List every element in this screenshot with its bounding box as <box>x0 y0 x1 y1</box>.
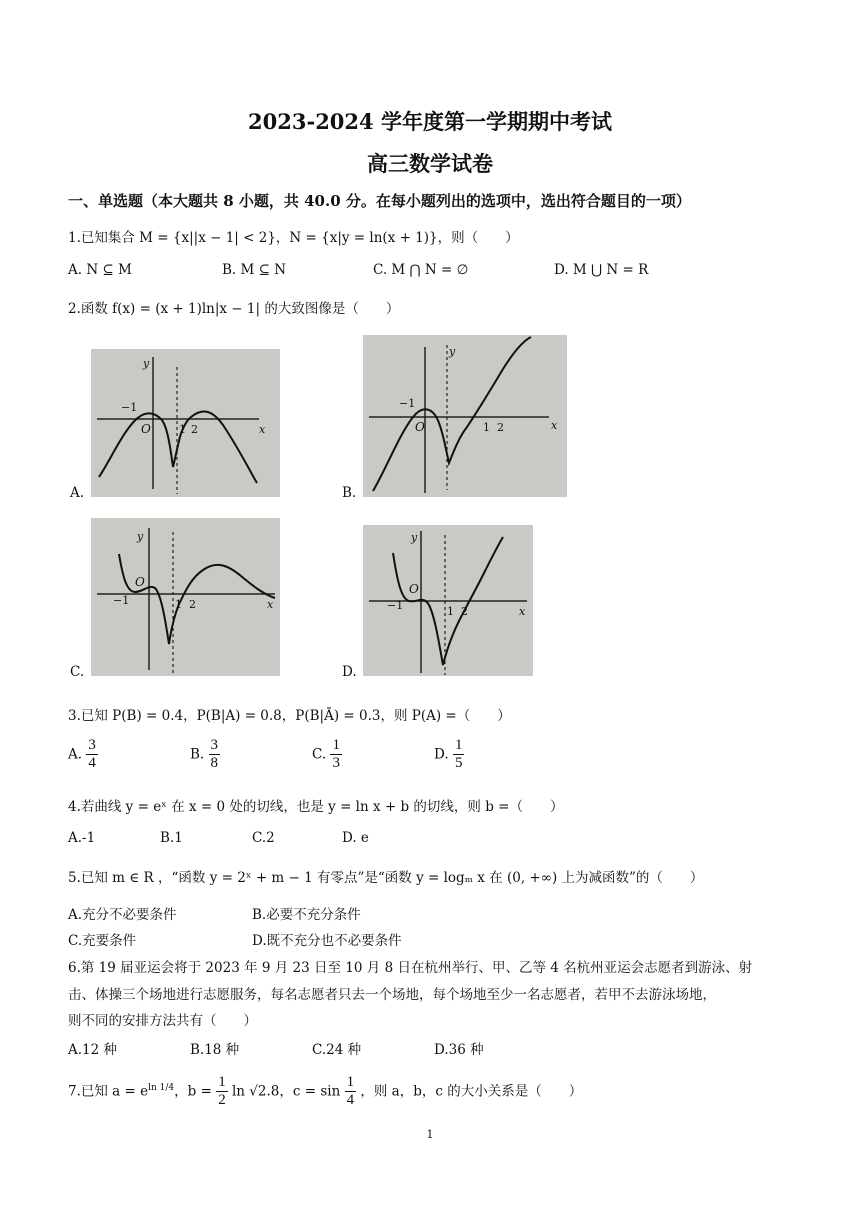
graph-c-y-label: y <box>137 530 144 543</box>
graph-a-y-label: y <box>143 357 150 370</box>
question-6-line-1: 6.第 19 届亚运会将于 2023 年 9 月 23 日至 10 月 8 日在杭州举行、甲、乙等 4 名杭州亚运会志愿者到游泳、射 <box>68 960 753 976</box>
q3-option-a <box>68 737 98 773</box>
q6-option-a: A.12 种 <box>68 1042 118 1058</box>
graph-a-two: 2 <box>191 423 198 436</box>
question-3: 3.已知 P(B) = 0.4，P(B|A) = 0.8，P(B|Ā) = 0.3，则 P(A) =（ ） <box>68 708 511 724</box>
q7-c-fraction <box>345 1074 357 1110</box>
q7-exponent: ln 1/4 <box>148 1082 175 1093</box>
q2-option-a: A. <box>70 485 85 501</box>
graph-d-origin: O <box>409 582 419 596</box>
q5-option-a: A.充分不必要条件 <box>68 907 177 923</box>
exam-title: 2023-2024 学年度第一学期期中考试 <box>248 109 612 134</box>
graph-d-neg1: −1 <box>387 599 404 612</box>
question-7 <box>68 1074 582 1110</box>
q2-option-c: C. <box>70 664 85 680</box>
q6-option-d: D.36 种 <box>434 1042 484 1058</box>
q3-option-b <box>190 737 220 773</box>
q3-a-den: 4 <box>88 755 96 772</box>
question-2: 2.函数 f(x) = (x + 1)ln|x − 1| 的大致图像是（ ） <box>68 301 400 317</box>
q4-option-c: C.2 <box>252 830 275 846</box>
graph-b-one: 1 <box>483 421 490 434</box>
graph-b-two: 2 <box>497 421 504 434</box>
graph-b-x-label: x <box>551 419 558 432</box>
q3-option-a-label: A. <box>68 746 83 763</box>
q1-option-d: D. M ⋃ N = R <box>554 262 649 278</box>
graph-option-c <box>91 518 280 676</box>
q7-c-den: 4 <box>346 1092 355 1109</box>
graph-b-y-label: y <box>449 345 456 358</box>
q6-option-b: B.18 种 <box>190 1042 240 1058</box>
q4-option-b: B.1 <box>160 830 183 846</box>
graph-option-b <box>363 335 567 497</box>
graph-a-one: 1 <box>179 423 186 436</box>
q4-option-a: A.-1 <box>68 830 96 846</box>
exam-subtitle: 高三数学试卷 <box>367 151 493 176</box>
q3-option-d-fraction <box>453 737 465 773</box>
q7-prefix: 7.已知 a = e <box>68 1083 149 1100</box>
q5-option-d: D.既不充分也不必要条件 <box>252 933 402 949</box>
page-number: 1 <box>426 1128 434 1141</box>
graph-d-one: 1 <box>447 605 454 618</box>
q3-option-b-fraction <box>209 737 221 773</box>
graph-c-neg1: −1 <box>113 594 130 607</box>
q7-b-num: 1 <box>216 1074 228 1092</box>
q3-d-den: 5 <box>454 755 463 772</box>
graph-option-d <box>363 525 533 676</box>
q3-b-den: 8 <box>210 755 219 772</box>
q1-option-a: A. N ⊆ M <box>68 262 132 278</box>
graph-a-origin: O <box>141 422 151 436</box>
graph-c-origin: O <box>135 575 145 589</box>
q3-option-d-label: D. <box>434 746 449 763</box>
q3-option-c-fraction <box>330 737 342 773</box>
q7-c-num: 1 <box>345 1074 357 1092</box>
q2-option-d: D. <box>342 664 357 680</box>
q3-option-c-label: C. <box>312 746 327 763</box>
q3-option-b-label: B. <box>190 746 205 763</box>
q5-option-c: C.充要条件 <box>68 933 137 949</box>
q3-c-num: 1 <box>330 737 342 755</box>
q7-b-fraction <box>216 1074 228 1110</box>
graph-option-a <box>91 349 280 497</box>
question-5: 5.已知 m ∈ R ，“函数 y = 2ˣ + m − 1 有零点”是“函数 y = logₘ x 在 (0, +∞) 上为减函数”的（ ） <box>68 870 704 886</box>
graph-c-x-label: x <box>267 598 274 611</box>
q3-option-a-fraction <box>86 737 98 773</box>
q1-option-b: B. M ⊆ N <box>222 262 287 278</box>
question-6-line-2: 击、体操三个场地进行志愿服务，每名志愿者只去一个场地，每个场地至少一名志愿者，若甲不去游泳场地， <box>68 987 716 1003</box>
q3-option-d <box>434 737 464 773</box>
q3-d-num: 1 <box>453 737 465 755</box>
q3-b-num: 3 <box>209 737 221 755</box>
q7-c-text: ，c = sin <box>279 1083 341 1100</box>
q7-b-text: ，b = <box>174 1083 212 1100</box>
q6-option-c: C.24 种 <box>312 1042 362 1058</box>
graph-c-two: 2 <box>189 598 196 611</box>
q3-a-num: 3 <box>86 737 98 755</box>
graph-b-neg1: −1 <box>399 397 416 410</box>
q3-c-den: 3 <box>332 755 340 772</box>
q7-b-tail: ln √2.8 <box>231 1083 280 1100</box>
graph-d-x-label: x <box>519 605 526 618</box>
q5-option-b: B.必要不充分条件 <box>252 907 361 923</box>
graph-b-origin: O <box>415 420 425 434</box>
graph-d-y-label: y <box>411 531 418 544</box>
q1-option-c: C. M ⋂ N = ∅ <box>373 262 469 278</box>
graph-c-one: 1 <box>175 598 182 611</box>
question-4: 4.若曲线 y = eˣ 在 x = 0 处的切线，也是 y = ln x + b 的切线，则 b =（ ） <box>68 799 564 815</box>
graph-a-x-label: x <box>259 423 266 436</box>
graph-a-neg1: −1 <box>121 401 138 414</box>
q4-option-d: D. e <box>342 830 369 846</box>
section-heading: 一、单选题（本大题共 8 小题，共 40.0 分。在每小题列出的选项中，选出符合题目的一项） <box>68 192 691 210</box>
q3-option-c <box>312 737 342 773</box>
q7-b-den: 2 <box>218 1092 226 1109</box>
question-6-line-3: 则不同的安排方法共有（ ） <box>68 1013 257 1029</box>
graph-d-two: 2 <box>461 605 468 618</box>
q2-option-b: B. <box>342 485 357 501</box>
q7-suffix: ，则 a，b，c 的大小关系是（ ） <box>360 1083 583 1100</box>
question-1: 1.已知集合 M = {x||x − 1| < 2}，N = {x|y = ln(x + 1)}，则（ ） <box>68 230 519 246</box>
